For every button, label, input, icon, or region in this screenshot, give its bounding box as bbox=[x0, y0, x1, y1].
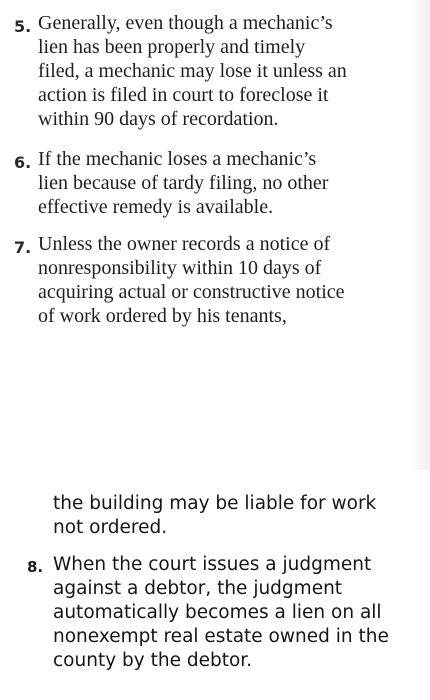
text-line: When the court issues a judgment bbox=[53, 554, 372, 575]
text-line: lien because of tardy filing, no other bbox=[38, 172, 329, 194]
text-line: If the mechanic loses a mechanic’s bbox=[38, 148, 317, 170]
text-line: automatically becomes a lien on all bbox=[53, 602, 382, 623]
text-line: within 90 days of recordation. bbox=[38, 108, 279, 130]
question-number: 5. bbox=[14, 17, 32, 36]
question-item-8 bbox=[27, 553, 389, 673]
question-item-6 bbox=[14, 147, 328, 219]
text-line: against a debtor, the judgment bbox=[53, 578, 343, 599]
text-line: of work ordered by his tenants, bbox=[38, 305, 287, 327]
bottom-page bbox=[0, 470, 430, 700]
text-line: action is filed in court to foreclose it bbox=[38, 84, 329, 106]
question-number: 8. bbox=[27, 558, 44, 576]
text-line: not ordered. bbox=[53, 517, 168, 538]
text-line: acquiring actual or constructive notice bbox=[38, 281, 345, 303]
text-line: lien has been properly and timely bbox=[38, 36, 306, 58]
text-line: Unless the owner records a notice of bbox=[38, 233, 331, 255]
text-line: effective remedy is available. bbox=[38, 196, 274, 218]
text-line: the building may be liable for work bbox=[53, 493, 377, 514]
continuation-text bbox=[53, 492, 376, 540]
text-line: filed, a mechanic may lose it unless an bbox=[38, 60, 347, 82]
question-text bbox=[38, 232, 345, 328]
question-text bbox=[53, 553, 389, 673]
text-line: Generally, even though a mechanic’s bbox=[38, 12, 333, 34]
question-text bbox=[38, 11, 347, 131]
question-item-7 bbox=[14, 232, 345, 328]
text-line: nonresponsibility within 10 days of bbox=[38, 257, 322, 279]
text-line: county by the debtor. bbox=[53, 650, 253, 671]
text-line: nonexempt real estate owned in the bbox=[53, 626, 389, 647]
question-number: 6. bbox=[14, 153, 32, 172]
question-item-5 bbox=[14, 11, 347, 131]
page-edge-shadow bbox=[408, 0, 430, 470]
question-number: 7. bbox=[14, 238, 32, 257]
question-text bbox=[38, 147, 328, 219]
